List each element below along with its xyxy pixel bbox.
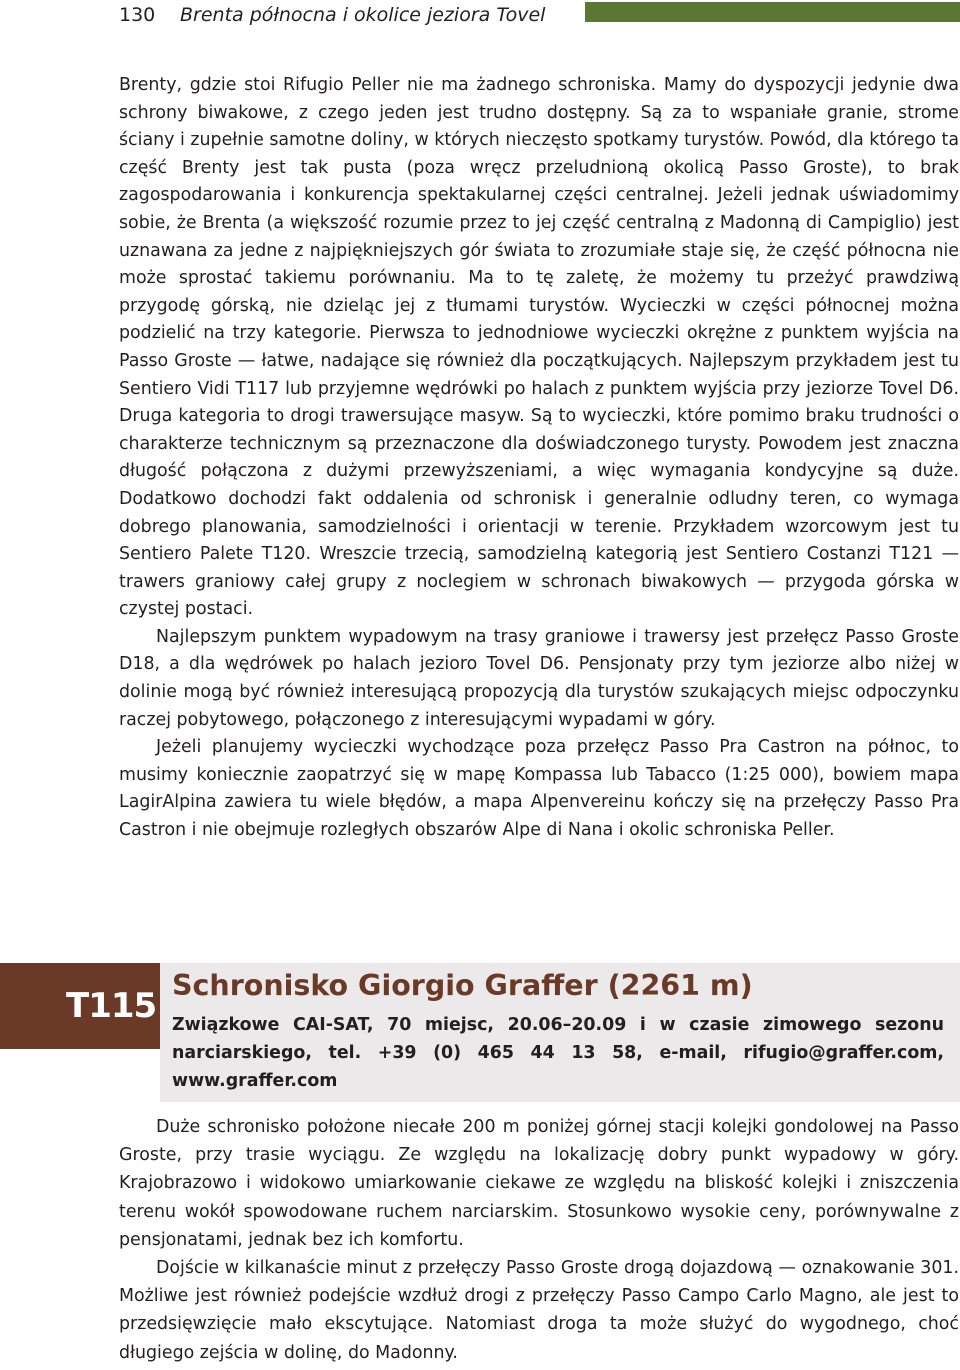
- hut-description: [119, 1113, 959, 1367]
- hut-section-header: [0, 955, 960, 1102]
- body-paragraph: Jeżeli planujemy wycieczki wychodzące poza przełęcz Passo Pra Castron na północ, to musimy koniecznie zaopatrzyć się w mapę Kompassa lub Tabacco (1:25 000), bowiem mapa LagirAlpina zawiera tu wiele błędów, a mapa Alpenvereinu kończy się na przełęczy Passo Pra Castron i nie obejmuje rozległych obszarów Alpe di Nana i okolic schroniska Peller.: [119, 737, 959, 841]
- route-tag-label: T115: [66, 986, 157, 1026]
- body-paragraph: Najlepszym punktem wypadowym na trasy graniowe i trawersy jest przełęcz Passo Groste D18, a dla wędrówek po halach jezioro Tovel D6. Pensjonaty przy tym jeziorze albo niżej w dolinie mogą być również interesującą propozycją dla turystów szukających miejsc odpoczynku raczej pobytowego, połączonego z interesującymi wypadami w góry.: [119, 626, 959, 730]
- hut-title: Schronisko Giorgio Graffer (2261 m): [172, 969, 753, 1002]
- body-text: [119, 72, 959, 845]
- page-header: [0, 0, 960, 30]
- page-number: 130: [119, 4, 156, 26]
- body-paragraph: Brenty, gdzie stoi Rifugio Peller nie ma żadnego schroniska. Mamy do dyspozycji jedynie dwa schrony biwakowe, z czego jeden jest trudno dostępny. Są za to wspaniałe granie, strome ściany i zupełnie samotne doliny, w których nieczęsto spotkamy turystów. Powód, dla którego ta część Brenty jest tak pusta (poza wręcz przeludnioną okolicą Passo Groste), to brak zagospodarowania i konkurencja spektakularnej części centralnej. Jeżeli jednak uświadomimy sobie, że Brenta (a większość rozumie przez to jej część centralną z Madonną di Campiglio) jest uznawana za jedne z najpiękniejszych gór świata to zrozumiałe staje się, że część północna nie może sprostać takiemu porównaniu. Ma to tę zaletę, że możemy tu przeżyć prawdziwą przygodę górską, nie dzieląc jej z tłumami turystów. Wycieczki w części północnej można podzielić na trzy kategorie. Pierwsza to jednodniowe wycieczki okrężne z punktem wyjścia na Passo Groste — łatwe, nadające się również dla początkujących. Najlepszym przykładem jest tu Sentiero Vidi T117 lub przyjemne wędrówki po halach z punktem wyjścia przy jeziorze Tovel D6. Druga kategoria to drogi trawersujące masyw. Są to wycieczki, które pomimo braku trudności o charakterze technicznym są przeznaczone dla doświadczonego turysty. Powodem jest znaczna długość połączona z dużymi przewyższeniami, a więc wymagania kondycyjne są duże. Dodatkowo dochodzi fakt oddalenia od schronisk i generalnie odludny teren, co wymaga dobrego planowania, samodzielności i orientacji w terenie. Przykładem wzorcowym jest tu Sentiero Palete T120. Wreszcie trzecią, samodzielną kategorią jest Sentiero Costanzi T121 — trawers graniowy całej grupy z noclegiem w schronach biwakowych — przygoda górska w czystej postaci.: [119, 75, 959, 620]
- hut-details: Związkowe CAI-SAT, 70 miejsc, 20.06–20.09 i w czasie zimowego sezonu narciarskiego, tel. +39 (0) 465 44 13 58, e-mail, rifugio@graffer.com, www.graffer.com: [172, 1015, 944, 1091]
- running-title: Brenta północna i okolice jeziora Tovel: [180, 4, 546, 26]
- hut-paragraph: Dojście w kilkanaście minut z przełęczy Passo Groste drogą dojazdową — oznakowanie 301. Możliwe jest również podejście wzdłuż drogi z przełęczy Passo Campo Carlo Magno, ale jest to przedsięwzięcie mało ekscytujące. Natomiast droga ta może służyć do wygodnego, choć długiego zejścia w dolinę, do Madonny.: [119, 1258, 959, 1363]
- header-accent-bar: [585, 2, 960, 22]
- hut-paragraph: Duże schronisko położone niecałe 200 m poniżej górnej stacji kolejki gondolowej na Passo Groste, przy trasie wyciągu. Ze względu na lokalizację dobry punkt wypadowy w góry. Krajobrazowo i widokowo umiarkowanie ciekawe ze względu na bliskość kolejki i zniszczenia terenu wokół spowodowane ruchem narciarskim. Stosunkowo wysokie ceny, porównywalne z pensjonatami, jednak bez ich komfortu.: [119, 1117, 959, 1250]
